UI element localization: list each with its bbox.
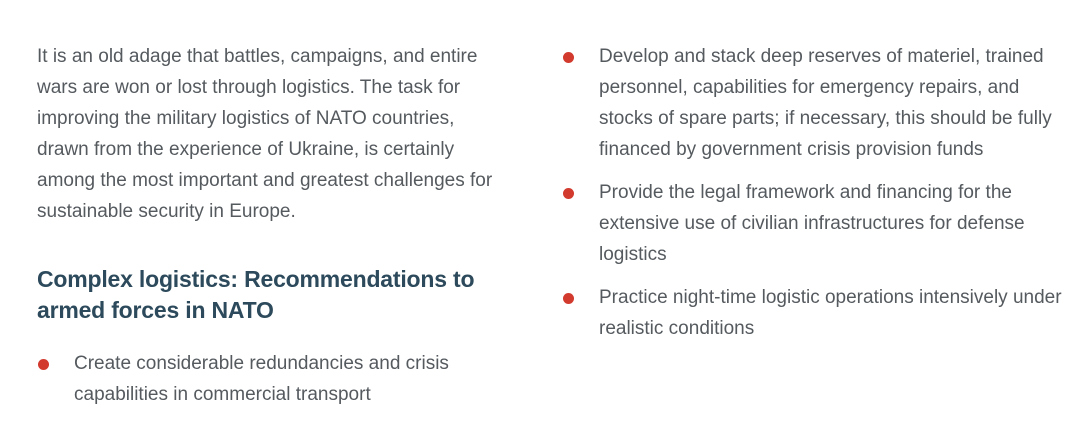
list-item-text: Provide the legal framework and financing for the extensive use of civilian infrastructures for defense logistics <box>599 182 1025 265</box>
right-bullet-list <box>562 41 1062 344</box>
section-heading <box>37 264 507 326</box>
left-bullet-list <box>37 348 507 410</box>
list-item <box>562 177 1062 270</box>
section-heading-line-1: Complex logistics: Recommendations to <box>37 266 475 292</box>
left-column <box>37 41 507 422</box>
section-heading-line-2: armed forces in NATO <box>37 297 274 323</box>
bullet-dot-icon <box>38 359 49 370</box>
intro-paragraph <box>37 41 507 227</box>
bullet-dot-icon <box>563 188 574 199</box>
bullet-dot-icon <box>563 293 574 304</box>
right-column <box>562 41 1062 356</box>
bullet-dot-icon <box>563 52 574 63</box>
list-item-text: Create considerable redundancies and crisis capabilities in commercial transport <box>74 353 449 405</box>
list-item-text: Develop and stack deep reserves of materiel, trained personnel, capabilities for emergency repairs, and stocks of spare parts; if necessary, this should be fully financed by government crisis provision funds <box>599 46 1052 160</box>
list-item <box>562 282 1062 344</box>
list-item-text: Practice night-time logistic operations intensively under realistic conditions <box>599 287 1062 339</box>
list-item <box>37 348 507 410</box>
list-item <box>562 41 1062 165</box>
intro-paragraph-text: It is an old adage that battles, campaigns, and entire wars are won or lost through logistics. The task for improving the military logistics of NATO countries, drawn from the experience of Ukraine, is certainly among the most important and greatest challenges for sustainable security in Europe. <box>37 46 493 222</box>
